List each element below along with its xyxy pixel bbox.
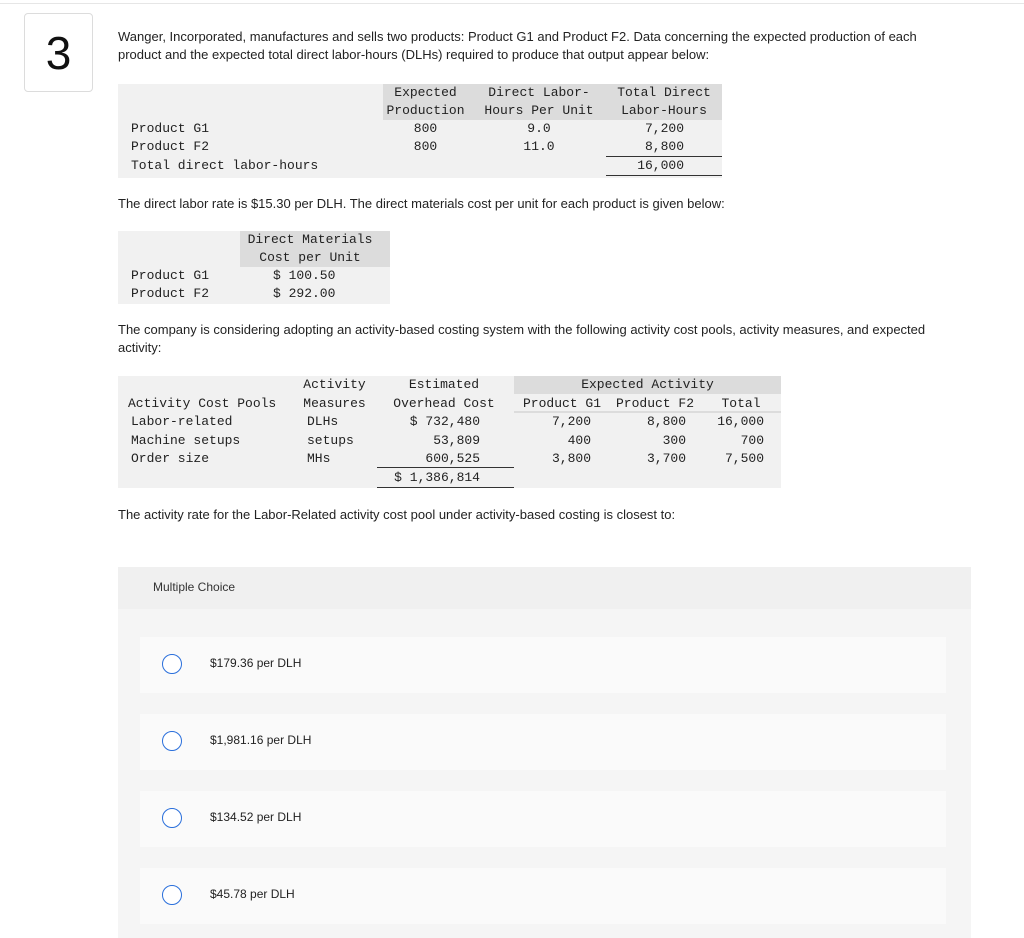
row-f2: 3,700 — [646, 451, 686, 466]
radio-button-icon[interactable] — [162, 731, 182, 751]
header-dlh-line1: Direct Labor- — [488, 85, 590, 100]
row-pool: Labor-related — [131, 414, 233, 429]
row-g1: 3,800 — [551, 451, 591, 466]
overhead-total: $ 1,386,814 — [394, 470, 480, 485]
question-number: 3 — [24, 13, 93, 92]
header-overhead-line2: Overhead Cost — [393, 396, 495, 411]
header-measures-line2: Measures — [303, 396, 366, 411]
row-cost: $ 100.50 — [273, 268, 336, 283]
row-g1: 400 — [567, 433, 591, 448]
row-overhead: 600,525 — [425, 451, 480, 466]
header-dlh-line2: Hours Per Unit — [484, 103, 594, 118]
answer-option[interactable] — [140, 714, 946, 770]
row-label: Product F2 — [131, 286, 210, 301]
row-total: 7,500 — [724, 451, 764, 466]
row-total: 700 — [740, 433, 764, 448]
header-total-line2: Labor-Hours — [621, 103, 707, 118]
labor-rate-text: The direct labor rate is $15.30 per DLH. The direct materials cost per unit for each product is given below: — [118, 196, 725, 211]
row-measure: MHs — [307, 451, 331, 466]
multiple-choice-panel — [118, 567, 971, 938]
question-intro: Wanger, Incorporated, manufactures and sells two products: Product G1 and Product F2. Data concerning the expected production of each product and the expected total direct labor-hours (DLHs) required to produce that output appear below: — [118, 29, 917, 62]
header-overhead-line1: Estimated — [408, 377, 480, 392]
row-label: Product F2 — [131, 139, 210, 154]
row-pool: Order size — [131, 451, 210, 466]
overhead-total-underline — [377, 487, 514, 488]
row-total: 7,200 — [644, 121, 684, 136]
row-measure: setups — [307, 433, 354, 448]
radio-button-icon[interactable] — [162, 808, 182, 828]
row-overhead: 53,809 — [433, 433, 480, 448]
header-materials-line2: Cost per Unit — [259, 250, 361, 265]
row-total: 8,800 — [644, 139, 684, 154]
answer-option-label: $134.52 per DLH — [210, 810, 302, 824]
answer-option-label: $45.78 per DLH — [210, 887, 295, 901]
answer-option[interactable] — [140, 868, 946, 924]
row-measure: DLHs — [307, 414, 339, 429]
header-product-g1: Product G1 — [522, 396, 601, 411]
row-hours: 11.0 — [523, 139, 555, 154]
answer-option[interactable] — [140, 637, 946, 693]
row-production: 800 — [413, 139, 438, 154]
multiple-choice-header — [118, 567, 971, 609]
overhead-subtotal-underline — [377, 467, 514, 468]
header-expected-line1: Expected — [394, 85, 457, 100]
row-overhead: $ 732,480 — [409, 414, 480, 429]
row-total: 16,000 — [717, 414, 764, 429]
multiple-choice-title: Multiple Choice — [153, 580, 236, 594]
row-cost: $ 292.00 — [273, 286, 336, 301]
question-prompt: The activity rate for the Labor-Related activity cost pool under activity-based costing is closest to: — [118, 507, 676, 522]
total-row-value: 16,000 — [637, 158, 684, 173]
header-total: Total — [721, 396, 761, 411]
header-product-f2: Product F2 — [615, 396, 694, 411]
header-expected-line2: Production — [386, 103, 465, 118]
answer-option[interactable] — [140, 791, 946, 847]
row-f2: 8,800 — [646, 414, 686, 429]
header-materials-line1: Direct Materials — [247, 232, 373, 247]
top-divider — [0, 3, 1024, 4]
radio-button-icon[interactable] — [162, 885, 182, 905]
radio-button-icon[interactable] — [162, 654, 182, 674]
total-row-label: Total direct labor-hours — [131, 158, 319, 173]
row-pool: Machine setups — [131, 433, 241, 448]
header-measures-line1: Activity — [303, 377, 366, 392]
row-label: Product G1 — [131, 268, 210, 283]
abc-intro-text: The company is considering adopting an activity-based costing system with the following activity cost pools, activity measures, and expected activity: — [118, 322, 926, 355]
header-cost-pools: Activity Cost Pools — [128, 396, 277, 411]
header-expected-activity: Expected Activity — [581, 377, 714, 392]
answer-option-label: $1,981.16 per DLH — [210, 733, 312, 747]
row-g1: 7,200 — [551, 414, 591, 429]
row-f2: 300 — [662, 433, 686, 448]
header-total-line1: Total Direct — [617, 85, 711, 100]
row-production: 800 — [413, 121, 438, 136]
total-underline — [606, 175, 722, 176]
row-label: Product G1 — [131, 121, 210, 136]
row-hours: 9.0 — [527, 121, 551, 136]
answer-option-label: $179.36 per DLH — [210, 656, 302, 670]
